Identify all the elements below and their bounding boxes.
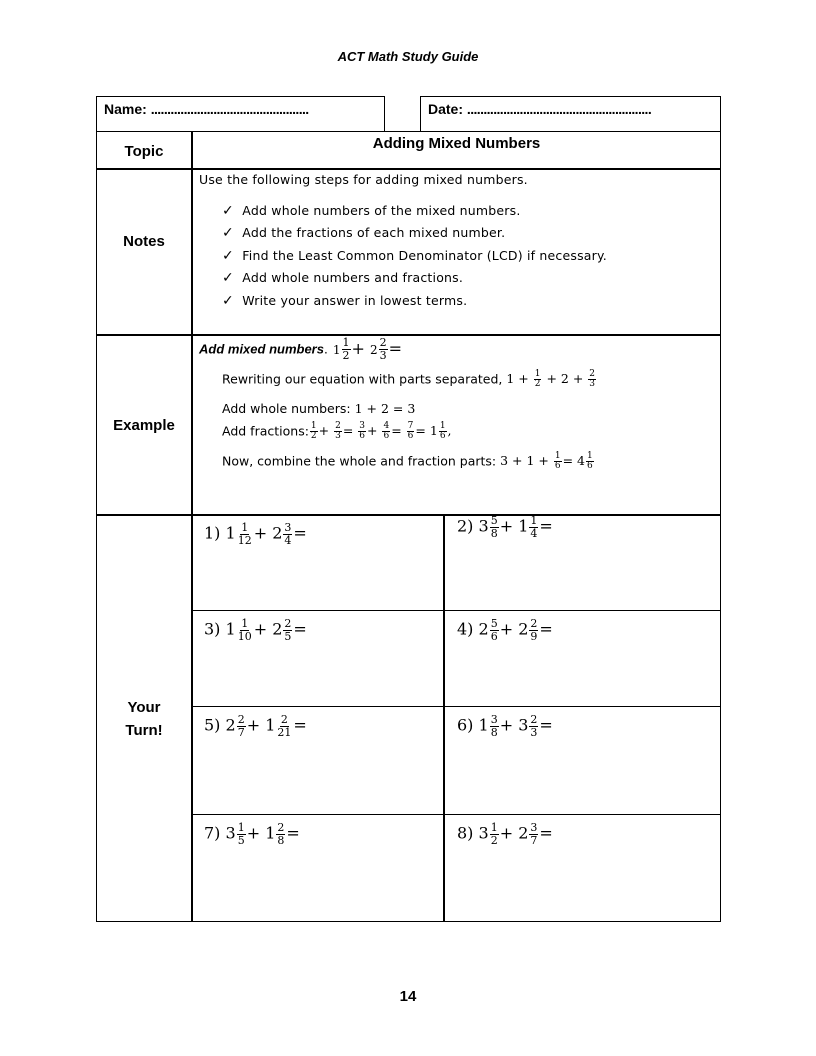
your-turn-row-divider-3	[192, 814, 721, 815]
problem-8[interactable]: 8) 3 $\frac{1}{2}$ + 2 $\frac{3}{7}$ =	[457, 821, 553, 847]
notes-label: Notes	[123, 233, 165, 250]
notes-step: ✓ Add whole numbers of the mixed numbers.	[222, 203, 521, 219]
notes-intro: Use the following steps for adding mixed numbers.	[199, 172, 528, 187]
example-label: Example	[113, 417, 175, 434]
page-number: 14	[399, 988, 417, 1005]
example-expression: 1 $\frac{1}{2}$ + 2 $\frac{2}{3}$ =	[332, 336, 403, 362]
notes-step: ✓ Add the fractions of each mixed number.	[222, 225, 506, 242]
row-divider-topic	[96, 168, 721, 170]
your-turn-label-line2: Turn!	[125, 722, 163, 739]
your-turn-label	[96, 696, 192, 742]
notes-steps-list	[222, 200, 607, 312]
name-field[interactable]	[96, 96, 385, 132]
document-header-title: ACT Math Study Guide	[337, 49, 479, 64]
name-blank-dots: ................................................	[150, 101, 309, 117]
problem-4[interactable]: 4) 2 $\frac{5}{6}$ + 2 $\frac{2}{9}$ =	[457, 617, 553, 643]
problem-6[interactable]: 6) 1 $\frac{3}{8}$ + 3 $\frac{2}{3}$ =	[457, 713, 553, 739]
notes-step: ✓ Find the Least Common Denominator (LCD) if necessary.	[222, 247, 607, 264]
problem-3[interactable]: 3) 1 $\frac{1}{10}$ + 2 $\frac{2}{5}$ =	[204, 617, 307, 643]
example-rewrite-line: Rewriting our equation with parts separated, 1 + $\frac{1}{2}$ + 2 + $\frac{2}{3}$	[222, 369, 595, 390]
notes-step: ✓ Write your answer in lowest terms.	[222, 292, 468, 309]
problem-7[interactable]: 7) 3 $\frac{1}{5}$ + 1 $\frac{2}{8}$ =	[204, 821, 300, 847]
your-turn-vertical-divider	[443, 514, 445, 922]
your-turn-label-line1: Your	[127, 699, 161, 716]
example-fractions-line: Add fractions: $\frac{1}{2}$ + $\frac{2}{3}$ = $\frac{3}{6}$ + $\frac{4}{6}$ = $\frac{7}{6}$ = 1 $\frac{1}{6}$ ,	[222, 421, 452, 442]
date-blank-dots: ........................................................	[466, 101, 652, 117]
date-field[interactable]	[420, 96, 721, 132]
date-label: Date:	[428, 101, 464, 117]
problem-5[interactable]: 5) 2 $\frac{2}{7}$ + 1 $\frac{2}{21}$ =	[204, 713, 307, 739]
checkmark-icon: ✓	[222, 270, 234, 287]
checkmark-icon: ✓	[222, 203, 234, 219]
topic-label: Topic	[124, 143, 164, 160]
checkmark-icon: ✓	[222, 225, 234, 242]
row-divider-notes	[96, 334, 721, 336]
topic-title: Adding Mixed Numbers	[372, 135, 541, 152]
your-turn-row-divider-1	[192, 610, 721, 611]
example-combine-line: Now, combine the whole and fraction parts: 3 + 1 + $\frac{1}{6}$ = 4 $\frac{1}{6}$	[222, 451, 593, 472]
name-label: Name:	[104, 101, 147, 117]
problem-2[interactable]: 2) 3 $\frac{5}{8}$ + 1 $\frac{1}{4}$ =	[457, 514, 553, 540]
notes-step: ✓ Add whole numbers and fractions.	[222, 270, 464, 287]
example-whole-line: Add whole numbers: 1 + 2 = 3	[222, 401, 416, 416]
problem-1[interactable]: 1) 1 $\frac{1}{12}$ + 2 $\frac{3}{4}$ =	[204, 521, 307, 547]
row-divider-example	[96, 514, 721, 516]
checkmark-icon: ✓	[222, 247, 234, 264]
example-prompt: Add mixed numbers. 1 $\frac{1}{2}$ + 2 $\frac{2}{3}$ =	[199, 336, 403, 362]
checkmark-icon: ✓	[222, 292, 234, 309]
your-turn-row-divider-2	[192, 706, 721, 707]
